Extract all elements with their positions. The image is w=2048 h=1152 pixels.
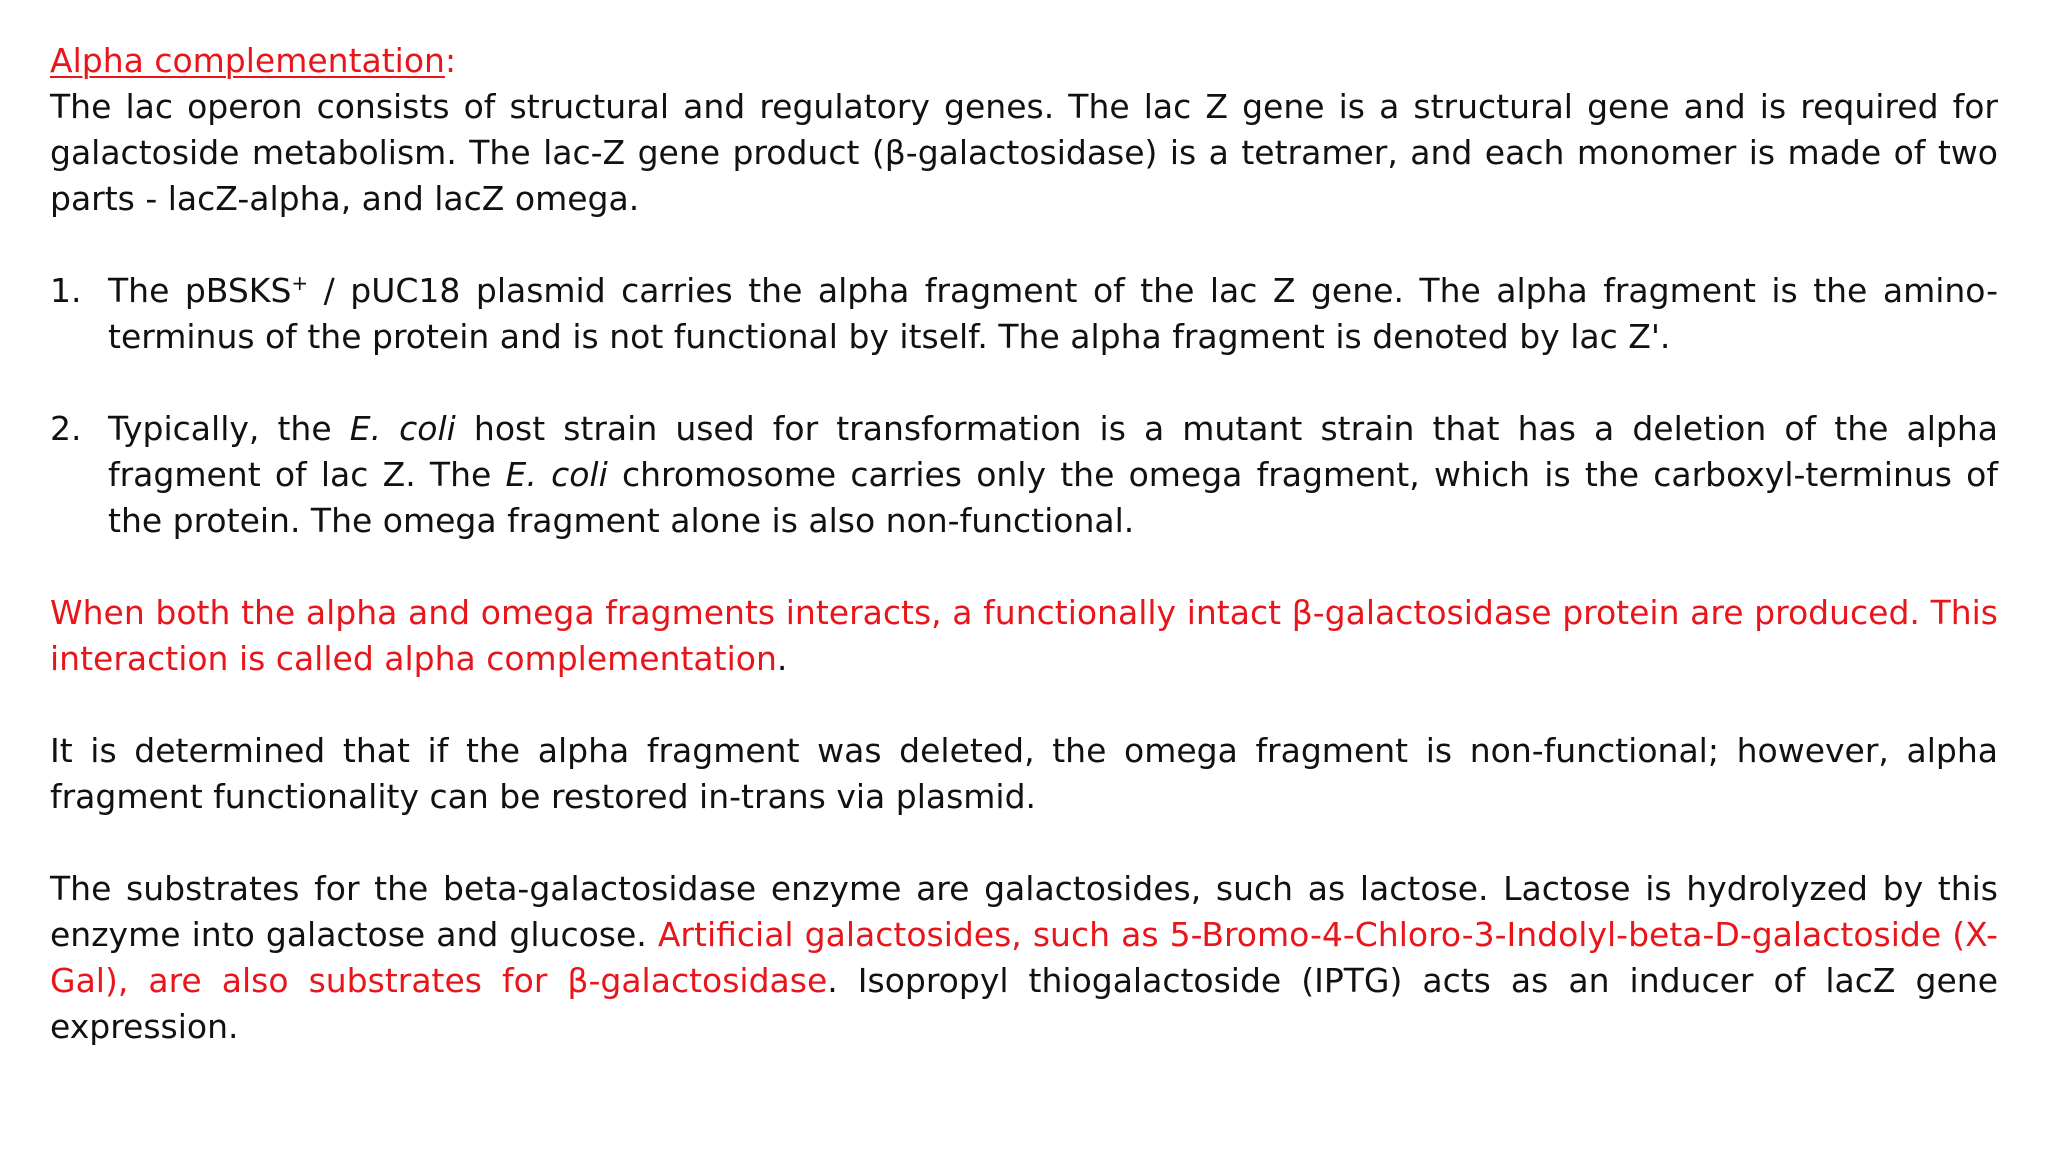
page-title: Alpha complementation: [50, 41, 445, 80]
plus-superscript: +: [291, 271, 309, 295]
list-item-2-text-b: host strain used for transformation is a mutant strain that has a deletion of the alpha fragment of lac Z. The: [108, 409, 1998, 494]
heading-colon: :: [444, 41, 457, 80]
highlight-text: When both the alpha and omega fragments interacts, a functionally intact β-galactosidase protein are produced. This interaction is called alpha complementation: [50, 593, 1998, 678]
substrates-red-text: Artificial galactosides, such as 5-Bromo-4-Chloro-3-Indolyl-beta-D-galactoside (X-Gal), are also substrates for β-galactosidase: [50, 915, 1998, 1000]
determined-text: It is determined that if the alpha fragment was deleted, the omega fragment is non-functional; however, alpha fragment functionality can be restored in-trans via plasmid.: [50, 731, 1998, 816]
determined-paragraph: [50, 728, 1998, 820]
ecoli-italic-2: E. coli: [505, 455, 608, 494]
intro-section: [50, 38, 1998, 222]
heading-line: [50, 38, 1998, 84]
list-number-2: 2.: [50, 409, 82, 448]
list-item-2: [50, 406, 1998, 544]
highlight-paragraph: [50, 590, 1998, 682]
ecoli-italic-1: E. coli: [349, 409, 456, 448]
list-item-1-text-a: The pBSKS: [108, 271, 292, 310]
substrates-text-b: . Isopropyl thiogalactoside (IPTG) acts as an inducer of lacZ gene expression.: [50, 961, 1998, 1046]
substrates-paragraph: [50, 866, 1998, 1050]
highlight-period: .: [776, 639, 788, 678]
list-item-1-text-b: / pUC18 plasmid carries the alpha fragment of the lac Z gene. The alpha fragment is the amino-terminus of the protein and is not functional by itself. The alpha fragment is denoted by lac Z'.: [108, 271, 1999, 356]
substrates-text-a: The substrates for the beta-galactosidase enzyme are galactosides, such as lactose. Lactose is hydrolyzed by this enzyme into galactose and glucose.: [50, 869, 1998, 954]
list-item-1: [50, 268, 1998, 360]
list-item-2-text-c: chromosome carries only the omega fragment, which is the carboxyl-terminus of the protein. The omega fragment alone is also non-functional.: [108, 455, 1998, 540]
list-item-2-text-a: Typically, the: [108, 409, 350, 448]
list-number-1: 1.: [50, 271, 82, 310]
intro-paragraph: The lac operon consists of structural and regulatory genes. The lac Z gene is a structural gene and is required for galactoside metabolism. The lac-Z gene product (β-galactosidase) is a tetramer, and each monomer is made of two parts - lacZ-alpha, and lacZ omega.: [50, 87, 1998, 218]
